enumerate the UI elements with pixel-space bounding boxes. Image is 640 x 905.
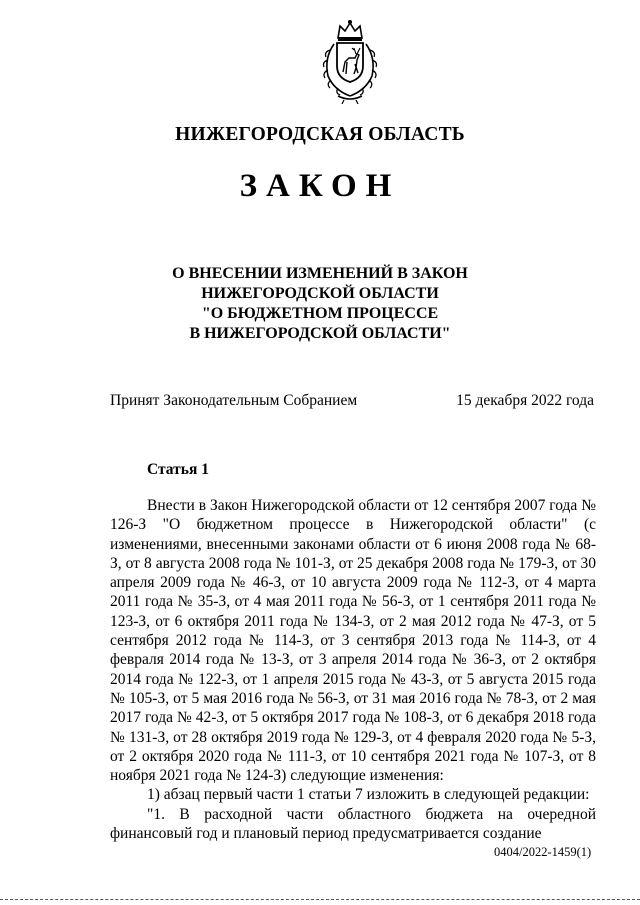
page-bottom-divider xyxy=(0,899,640,900)
document-code: 0404/2022-1459(1) xyxy=(494,845,592,859)
article-body xyxy=(110,496,596,843)
adoption-date: 15 декабря 2022 года xyxy=(456,392,594,409)
law-title-line: НИЖЕГОРОДСКОЙ ОБЛАСТИ xyxy=(201,285,439,302)
coat-of-arms-icon xyxy=(316,18,384,104)
paragraph: Внести в Закон Нижегородской области от 12 сентября 2007 года № 126-З "О бюджетном процессе в Нижегородской области" (с изменениями, внесенными законами области от 6 июня 2008 года № 68-З, от 8 августа 2008 года № 101-З, от 25 декабря 2008 года № 179-З, от 30 апреля 2009 года № 46-З, от 10 августа 2009 года № 112-З, от 4 марта 2011 года № 35-З, от 4 мая 2011 года № 56-З, от 1 сентября 2011 года № 123-З, от 6 октября 2011 года № 134-З, от 2 мая 2012 года № 47-З, от 5 сентября 2012 года № 114-З, от 3 сентября 2013 года № 114-З, от 4 февраля 2014 года № 13-З, от 3 апреля 2014 года № 36-З, от 2 октября 2014 года № 122-З, от 1 апреля 2015 года № 43-З, от 5 августа 2015 года № 105-З, от 5 мая 2016 года № 56-З, от 31 мая 2016 года № 78-З, от 2 мая 2017 года № 42-З, от 5 октября 2017 года № 108-З, от 6 декабря 2018 года № 131-З, от 28 октября 2019 года № 129-З, от 4 февраля 2020 года № 5-З, от 2 октября 2020 года № 111-З, от 10 сентября 2021 года № 107-З, от 8 ноября 2021 года № 124-З) следующие изменения: xyxy=(110,497,596,785)
paragraph: 1) абзац первый части 1 статьи 7 изложить в следующей редакции: xyxy=(147,786,590,804)
law-title-line: В НИЖЕГОРОДСКОЙ ОБЛАСТИ" xyxy=(189,325,451,342)
adoption-line xyxy=(110,392,594,410)
law-title-line: "О БЮДЖЕТНОМ ПРОЦЕССЕ xyxy=(201,305,439,322)
document-type: ЗАКОН xyxy=(239,168,401,204)
law-title xyxy=(0,264,640,344)
law-title-line: О ВНЕСЕНИИ ИЗМЕНЕНИЙ В ЗАКОН xyxy=(172,265,468,282)
article-title: Статья 1 xyxy=(147,461,209,478)
region-name: НИЖЕГОРОДСКАЯ ОБЛАСТЬ xyxy=(175,124,465,145)
adopted-by: Принят Законодательным Собранием xyxy=(110,392,358,409)
paragraph: "1. В расходной части областного бюджета на очередной финансовый год и плановый период предусматривается создание xyxy=(110,805,596,843)
